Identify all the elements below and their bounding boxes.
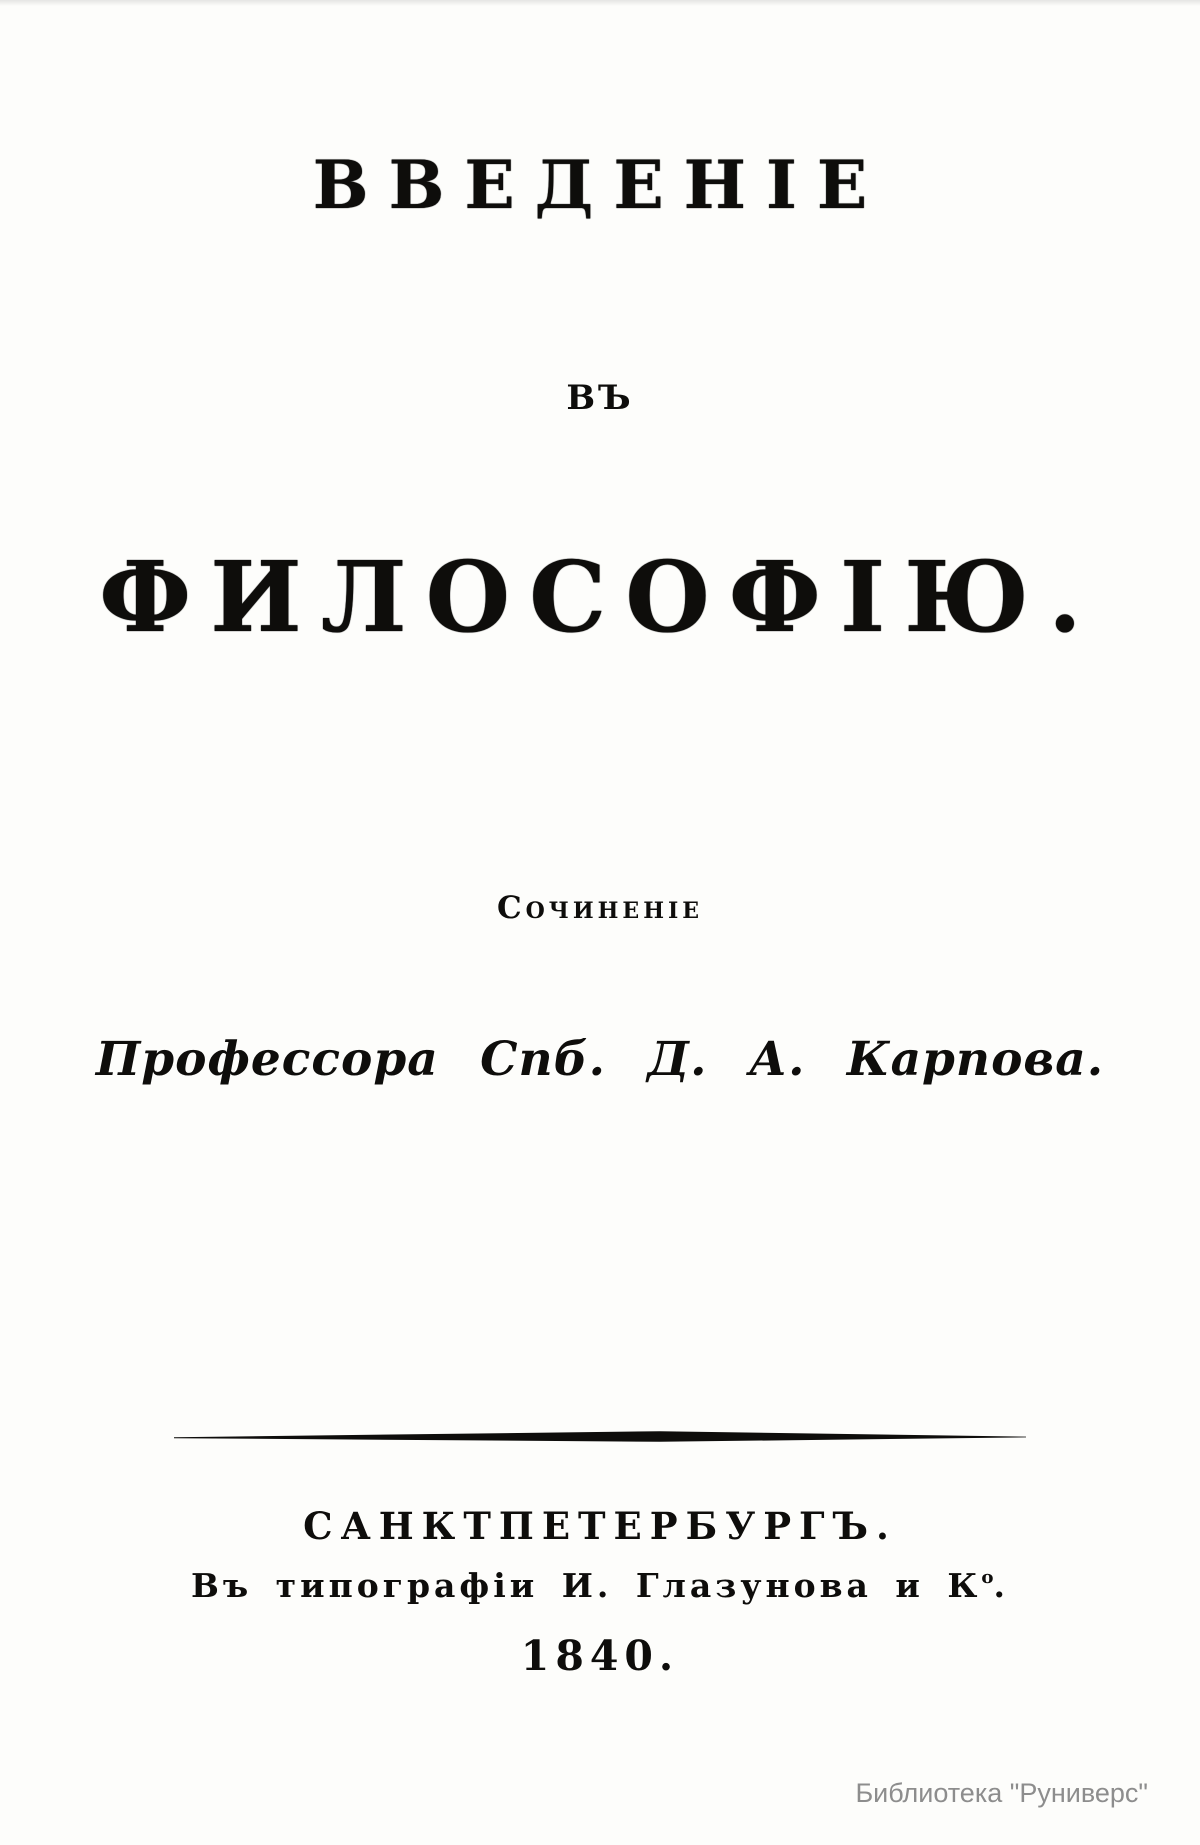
imprint-year: 1840.	[520, 1632, 680, 1680]
author-line: Профессора Спб. Д. А. Карпова.	[95, 1032, 1105, 1087]
second-title: ФИЛОСОФІЮ.	[99, 540, 1101, 654]
subtitle-sochinenie: Сочиненіе	[496, 890, 704, 926]
imprint-publisher-text: Въ типографіи И. Глазунова и К	[190, 1566, 982, 1605]
scan-edge-artifact	[0, 0, 1200, 6]
imprint-publisher-period: .	[993, 1566, 1010, 1605]
main-title: ВВЕДЕНІЕ	[312, 146, 888, 224]
swelled-rule-divider	[0, 1428, 1200, 1446]
imprint-city: САНКТПЕТЕРБУРГЪ.	[303, 1504, 897, 1548]
imprint-publisher	[0, 1566, 1200, 1605]
imprint-publisher-superscript: о	[981, 1567, 994, 1588]
title-preposition: ВЪ	[566, 378, 634, 418]
library-watermark: Библиотека "Руниверс"	[855, 1778, 1148, 1808]
